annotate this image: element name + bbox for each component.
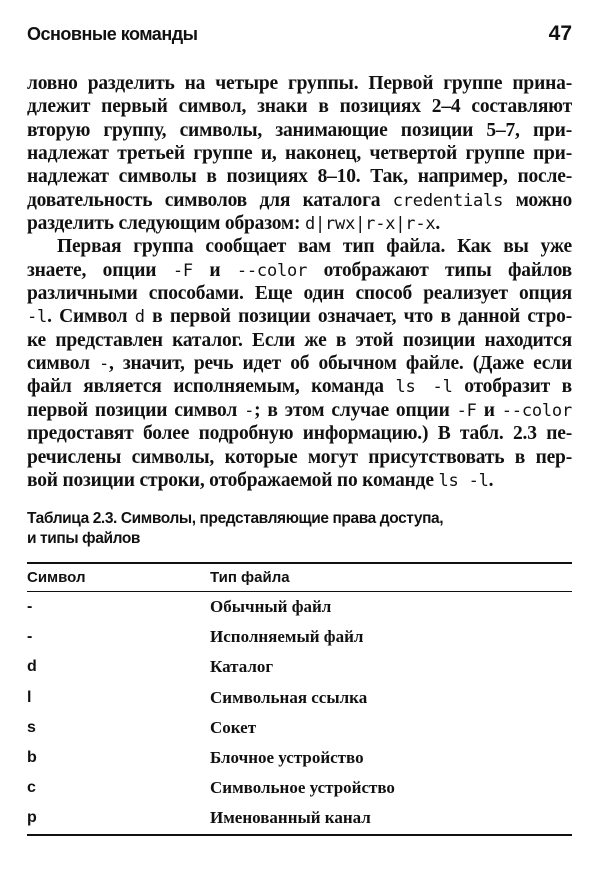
symbol-cell: b	[27, 749, 37, 767]
text-fragment: надлежат символы в позициях 8–10. Так, например, после-	[27, 166, 572, 188]
code-fragment: -l	[27, 307, 48, 328]
file-type-cell: Исполняемый файл	[210, 627, 364, 647]
text-line	[27, 422, 572, 445]
text-fragment: первой позиции символ	[27, 399, 245, 421]
code-fragment: -	[244, 400, 255, 421]
text-fragment: .	[435, 213, 441, 235]
code-fragment: d|rwx|r-x|r-x	[304, 214, 436, 235]
symbol-cell: -	[27, 598, 33, 616]
chapter-title: Основные команды	[27, 24, 198, 44]
symbol-cell: c	[27, 779, 36, 797]
page-number: 47	[548, 22, 572, 45]
text-line	[27, 189, 572, 212]
text-line	[27, 142, 572, 165]
code-fragment: -F	[456, 400, 477, 421]
text-fragment: отобразит в	[452, 376, 572, 398]
file-type-cell: Именованный канал	[210, 803, 572, 834]
code-fragment: -	[98, 354, 110, 375]
text-line	[27, 95, 572, 118]
text-fragment: вой позиции строки, отображаемой по команде	[27, 469, 439, 491]
text-fragment: предоставят более подробную информацию.) В табл. 2.3 пе-	[27, 423, 572, 445]
text-fragment: Первая группа сообщает вам тип файла. Как вы уже	[57, 236, 572, 258]
symbol-cell: p	[27, 803, 210, 834]
text-line	[27, 469, 572, 492]
file-type-cell: Сокет	[210, 717, 257, 737]
text-fragment: речислены символы, которые могут присутствовать в пер-	[27, 446, 572, 468]
column-header-symbol: Символ	[27, 563, 210, 592]
text-line	[27, 235, 572, 258]
code-fragment: d	[134, 307, 145, 328]
code-fragment: --color	[236, 260, 308, 281]
file-type-cell: Символьное устройство	[210, 778, 395, 798]
table-row	[27, 803, 572, 834]
text-fragment: довательность символов для каталога	[27, 189, 393, 211]
code-fragment: --color	[501, 400, 572, 421]
file-type-cell: Блочное устройство	[210, 748, 364, 768]
text-line	[27, 399, 572, 422]
text-fragment: различными способами. Еще один способ реализует опция	[27, 283, 572, 305]
text-fragment: ловно разделить на четыре группы. Первой группе прина-	[27, 73, 572, 94]
code-fragment: credentials	[392, 190, 504, 211]
text-line	[27, 259, 572, 282]
text-fragment: файл является исполняемым, команда	[27, 376, 396, 398]
table-header-row	[27, 563, 572, 592]
text-fragment: длежит первый символ, знаки в позициях 2–4 составляют	[27, 96, 572, 118]
table-caption-line: Таблица 2.3. Символы, представляющие права доступа,	[27, 510, 444, 527]
table-row	[27, 683, 572, 713]
text-fragment: вторую группу, символы, занимающие позиции 5–7, при-	[27, 119, 572, 141]
file-type-table	[27, 562, 572, 836]
text-line	[27, 305, 572, 328]
text-fragment: ; в этом случае опции	[254, 399, 457, 421]
text-fragment: символ	[27, 353, 99, 375]
text-line	[27, 375, 572, 398]
body-text	[27, 72, 572, 492]
text-fragment: можно	[503, 189, 572, 211]
text-line	[27, 165, 572, 188]
text-line	[27, 329, 572, 352]
text-fragment: надлежат третьей группе и, наконец, четвертой группе при-	[27, 143, 572, 165]
table-row	[27, 622, 572, 652]
symbol-cell: d	[27, 658, 37, 676]
text-fragment: , значит, речь идет об обычном файле. (Даже если	[109, 353, 573, 375]
code-fragment: -F	[172, 260, 193, 281]
table-row	[27, 743, 572, 773]
text-fragment: .	[488, 469, 494, 491]
text-fragment: отображают типы файлов	[307, 259, 572, 281]
text-fragment: . Символ	[47, 306, 135, 328]
table-caption	[27, 509, 572, 549]
file-type-cell: Каталог	[210, 657, 274, 677]
text-fragment: и	[476, 399, 502, 421]
text-line	[27, 282, 572, 305]
table-row	[27, 652, 572, 682]
symbol-cell: s	[27, 718, 36, 736]
code-fragment: ls -l	[395, 377, 453, 398]
table-row	[27, 713, 572, 743]
text-fragment: разделить следующим образом:	[27, 213, 305, 235]
table-caption-line: и типы файлов	[27, 530, 141, 547]
table-row	[27, 773, 572, 803]
symbol-cell: -	[27, 628, 33, 646]
text-line	[27, 72, 572, 95]
text-line	[27, 212, 572, 235]
text-line	[27, 446, 572, 469]
text-fragment: ке представлен каталог. Если же в этой позиции находится	[27, 329, 572, 351]
text-line	[27, 119, 572, 142]
text-fragment: и	[192, 259, 237, 281]
running-header	[27, 22, 572, 50]
symbol-cell: l	[27, 688, 32, 706]
text-line	[27, 352, 572, 375]
text-fragment: знаете, опции	[27, 259, 173, 281]
text-fragment: в первой позиции означает, что в данной стро-	[144, 306, 572, 328]
file-type-cell: Символьная ссылка	[210, 687, 368, 707]
table-row	[27, 592, 572, 623]
code-fragment: ls -l	[438, 470, 489, 491]
file-type-cell: Обычный файл	[210, 597, 332, 617]
column-header-type: Тип файла	[210, 563, 572, 592]
